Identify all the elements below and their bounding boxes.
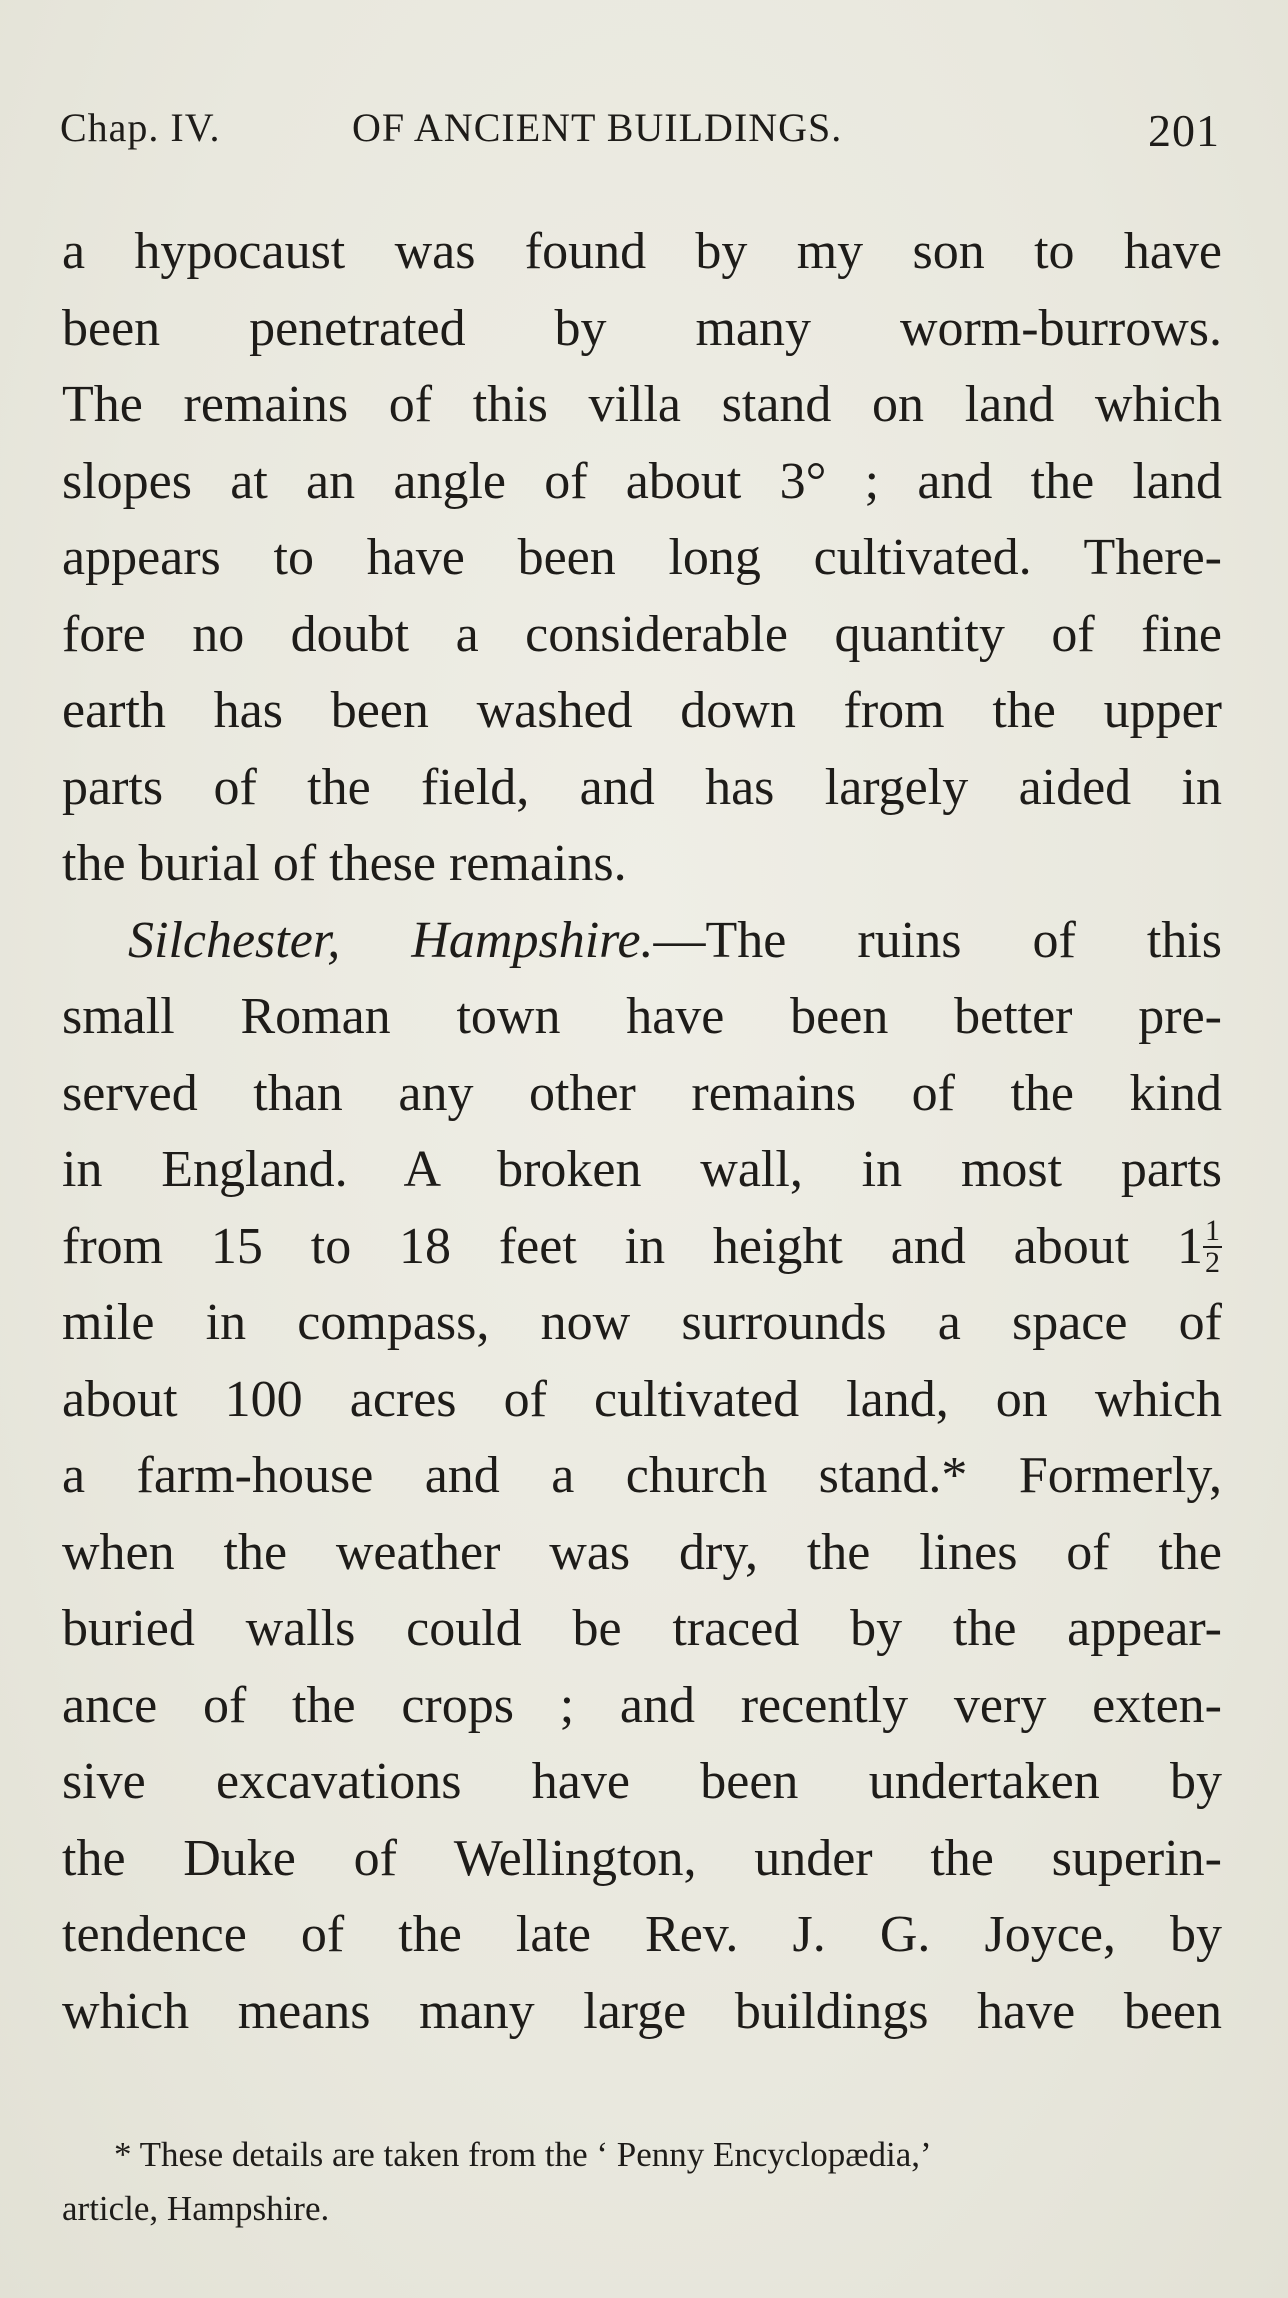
text-line-with-fraction (62, 1209, 1222, 1286)
text-line: The remains of this villa stand on land which (62, 376, 1222, 433)
text-line: been penetrated by many worm-burrows. (62, 299, 1222, 357)
text-line: a farm-house and a church stand.* Formerly, (62, 1447, 1222, 1504)
footnote-line: * These details are taken from the ‘ Penny Encyclopædia,’ (114, 2135, 932, 2174)
text-line: about 100 acres of cultivated land, on which (62, 1370, 1222, 1428)
text-line: a hypocaust was found by my son to have (62, 223, 1222, 280)
text-line: slopes at an angle of about 3° ; and the land (62, 452, 1222, 510)
fraction-denominator: 2 (1205, 1245, 1220, 1279)
chapter-label: Chap. IV. (60, 105, 221, 150)
text-line: parts of the field, and has largely aided in (62, 758, 1222, 816)
running-header (60, 104, 1220, 164)
text-line: ance of the crops ; and recently very exten- (62, 1676, 1222, 1734)
footnote-line: article, Hampshire. (62, 2189, 330, 2228)
running-title: OF ANCIENT BUILDINGS. (352, 105, 843, 150)
text-line: small Roman town have been better pre- (62, 988, 1222, 1045)
text-line: in England. A broken wall, in most parts (62, 1141, 1222, 1198)
text-line: the Duke of Wellington, under the superin- (62, 1829, 1222, 1887)
text-line: the burial of these remains. (62, 835, 627, 892)
footnote (62, 2128, 1222, 2236)
text-line: earth has been washed down from the upper (62, 682, 1222, 739)
text-line: served than any other remains of the kind (62, 1064, 1222, 1122)
text-line: fore no doubt a considerable quantity of fine (62, 605, 1222, 663)
text-line: which means many large buildings have been (62, 1982, 1222, 2040)
text-run: from 15 to 18 feet in height and about 1 (62, 1217, 1203, 1275)
text-run: —The ruins of this (653, 911, 1222, 969)
text-line: sive excavations have been undertaken by (62, 1753, 1222, 1810)
page-number: 201 (1148, 105, 1220, 156)
paragraph-start-line (62, 903, 1222, 980)
text-line: tendence of the late Rev. J. G. Joyce, by (62, 1906, 1222, 1963)
text-line: buried walls could be traced by the appear- (62, 1600, 1222, 1657)
text-line: mile in compass, now surrounds a space of (62, 1294, 1222, 1351)
place-name-italic: Silchester, Hampshire. (128, 911, 654, 969)
body-text (62, 214, 1222, 2050)
text-line: appears to have been long cultivated. There- (62, 529, 1222, 586)
fraction-numerator: 1 (1205, 1213, 1220, 1247)
fraction (1203, 1213, 1222, 1279)
text-line: when the weather was dry, the lines of the (62, 1523, 1222, 1581)
